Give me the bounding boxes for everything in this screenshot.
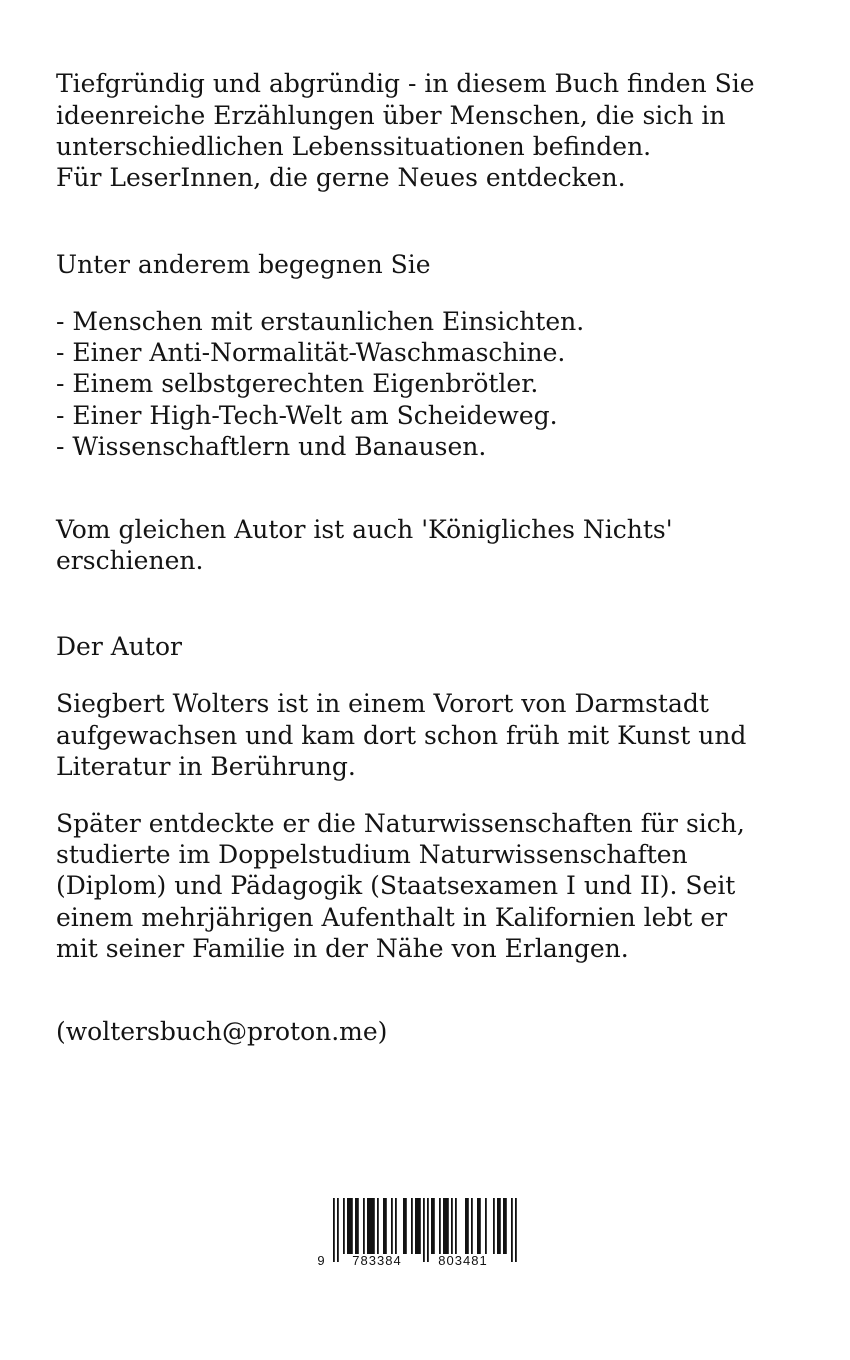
barcode-bar [411, 1198, 413, 1254]
author-bio-2-line-2: studierte im Doppelstudium Naturwissenschaften [56, 840, 688, 869]
author-bio-1-line-2: aufgewachsen und kam dort schon früh mit Kunst und [56, 721, 747, 750]
barcode-bar [455, 1198, 457, 1254]
encounter-item-1: - Menschen mit erstaunlichen Einsichten. [56, 307, 585, 336]
barcode-digits-left: 783384 [352, 1253, 402, 1268]
barcode-bar [439, 1198, 441, 1254]
author-bio-1-line-1: Siegbert Wolters ist in einem Vorort von Darmstadt [56, 689, 709, 718]
barcode-bar [485, 1198, 487, 1254]
barcode-bar [497, 1198, 501, 1254]
barcode-bar [431, 1198, 435, 1254]
barcode-bar [363, 1198, 365, 1254]
barcode-bar [503, 1198, 507, 1254]
intro-line-1: Tiefgründig und abgründig - in diesem Buch finden Sie [56, 69, 755, 98]
barcode-bar [477, 1198, 481, 1254]
intro-line-4: Für LeserInnen, die gerne Neues entdecken. [56, 163, 626, 192]
intro-line-3: unterschiedlichen Lebenssituationen befinden. [56, 132, 652, 161]
barcode-bar [427, 1198, 429, 1262]
barcode-bar [347, 1198, 353, 1254]
barcode-bar [337, 1198, 339, 1262]
barcode-digits-right: 803481 [438, 1253, 488, 1268]
barcode-bar [333, 1198, 335, 1262]
barcode-bar [515, 1198, 517, 1262]
barcode-bar [343, 1198, 345, 1254]
isbn-barcode [315, 1196, 527, 1268]
other-book-line-2: erschienen. [56, 546, 204, 575]
barcode-bar [395, 1198, 397, 1254]
barcode-bar [511, 1198, 513, 1262]
other-book-line-1: Vom gleichen Autor ist auch 'Königliches Nichts' [56, 515, 673, 544]
intro-line-2: ideenreiche Erzählungen über Menschen, die sich in [56, 101, 726, 130]
author-heading: Der Autor [56, 632, 182, 661]
author-bio-2-line-1: Später entdeckte er die Naturwissenschaften für sich, [56, 809, 745, 838]
encounter-item-2: - Einer Anti-Normalität-Waschmaschine. [56, 338, 566, 367]
barcode-bar [465, 1198, 469, 1254]
barcode-bar [423, 1198, 425, 1262]
barcode-bar [367, 1198, 375, 1254]
encounter-item-3: - Einem selbstgerechten Eigenbrötler. [56, 369, 539, 398]
barcode-bar [355, 1198, 359, 1254]
contact-email: (woltersbuch@proton.me) [56, 1017, 388, 1046]
encounter-item-5: - Wissenschaftlern und Banausen. [56, 432, 487, 461]
barcode-bar [403, 1198, 407, 1254]
encounters-heading: Unter anderem begegnen Sie [56, 250, 431, 279]
barcode-bar [443, 1198, 449, 1254]
barcode-bar [471, 1198, 473, 1254]
barcode-bar [415, 1198, 421, 1254]
author-bio-2-line-3: (Diplom) und Pädagogik (Staatsexamen I und II). Seit [56, 871, 736, 900]
author-bio-1-line-3: Literatur in Berührung. [56, 752, 356, 781]
author-bio-2-line-5: mit seiner Familie in der Nähe von Erlangen. [56, 934, 629, 963]
barcode-bar [383, 1198, 387, 1254]
author-bio-2-line-4: einem mehrjährigen Aufenthalt in Kalifornien lebt er [56, 903, 728, 932]
barcode-bar [493, 1198, 495, 1254]
barcode-bar [377, 1198, 379, 1254]
barcode-digit-lead: 9 [317, 1253, 325, 1268]
barcode-bar [451, 1198, 453, 1254]
barcode-bar [391, 1198, 393, 1254]
encounter-item-4: - Einer High-Tech-Welt am Scheideweg. [56, 401, 558, 430]
